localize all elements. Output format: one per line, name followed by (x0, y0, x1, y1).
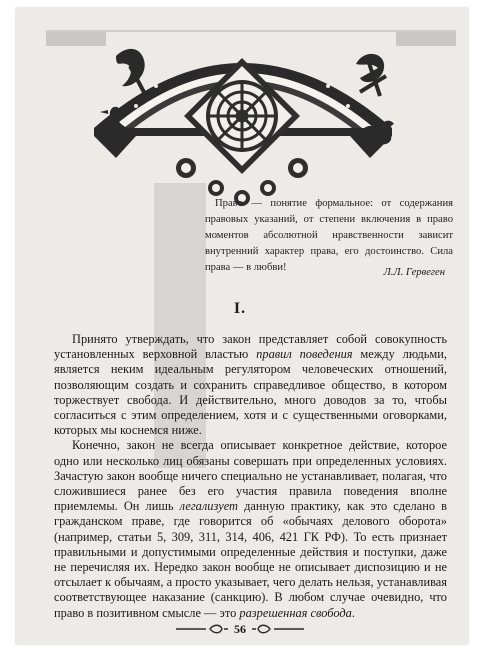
left-initial-ornament (116, 49, 146, 96)
footer-ornament-left-icon (176, 624, 228, 634)
body-text (54, 332, 447, 621)
footer-ornament-right-icon (252, 624, 304, 634)
epigraph-author: Л.Л. Гервеген (383, 267, 445, 278)
right-initial-ornament (356, 54, 386, 96)
epigraph-text: Право — понятие формальное: от содержания правовых указаний, от степени включения в право моментов абсолютной нравственности зависит внутренний характер права, его достоинство. Сила права — в любви! (205, 198, 453, 273)
paragraph-1: Принято утверждать, что закон представляет собой совокупность установленных верховной властью правил поведения между людьми, является неким идеальным регулятором человеческих отношений, позволяющим создать и сохранить справедливое общество, в котором торжествует свобода. И действительно, много доводов за то, чтобы согласиться с этим определением, хотя и с существенными оговорками, которых мы коснемся ниже. (54, 332, 447, 438)
page-footer (140, 620, 340, 636)
top-border-pattern (46, 30, 456, 46)
page-number: 56 (234, 622, 246, 636)
chapter-heading: I. (233, 300, 247, 317)
paragraph-2: Конечно, закон не всегда описывает конкретное действие, которое одно или несколько лиц обязаны совершать при определенных условиях. Зачастую закон вообще ничего специально не устанавливает, полагая, что сложившиеся ранее без его участия правила поведения вполне приемлемы. Он лишь легализует данную практику, как это сделано в гражданском праве, где говорится об «обычаях делового оборота» (например, статьи 5, 309, 311, 314, 406, 421 ГК РФ). То есть признает правильными и допустимыми определенные действия и поступки, даже не перечисляя их. Нередко закон вообще не описывает диспозицию и не отсылает к обычаям, а просто указывает, чего делать нельзя, устанавливая соответствующее наказание (санкцию). В любом случае очевидно, что право в позитивном смысле — это разрешенная свобода. (54, 438, 447, 620)
